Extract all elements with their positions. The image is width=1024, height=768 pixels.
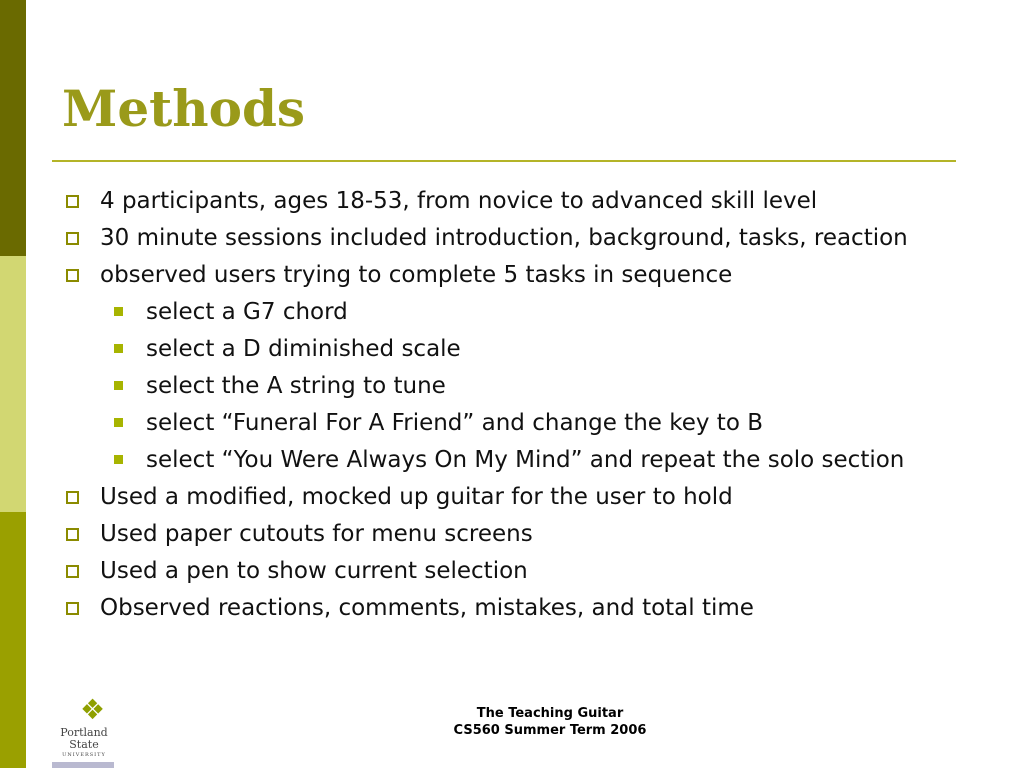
hollow-square-bullet-icon xyxy=(66,602,79,615)
sub-bullet-item xyxy=(62,371,922,401)
filled-square-bullet-icon xyxy=(114,381,123,390)
bullet-text: Observed reactions, comments, mistakes, and total time xyxy=(100,595,754,621)
celtic-knot-icon: ❖ xyxy=(80,693,106,726)
bullet-text: Used a pen to show current selection xyxy=(100,558,528,584)
sub-bullet-text: select “You Were Always On My Mind” and repeat the solo section xyxy=(146,447,905,473)
bullet-item xyxy=(62,260,922,290)
bullet-item xyxy=(62,223,922,253)
sidebar-band-top xyxy=(0,0,26,256)
logo-text-state: State xyxy=(69,738,99,751)
bullet-text: Used a modified, mocked up guitar for the user to hold xyxy=(100,484,733,510)
sub-bullet-item xyxy=(62,445,922,475)
logo-text-university: UNIVERSITY xyxy=(62,752,106,758)
logo-strip xyxy=(52,762,114,768)
sub-bullet-text: select the A string to tune xyxy=(146,373,446,399)
sidebar-band-middle xyxy=(0,256,26,512)
bullet-item xyxy=(62,593,922,623)
bullet-list xyxy=(62,186,922,630)
title-divider xyxy=(52,160,956,162)
bullet-text: 30 minute sessions included introduction, background, tasks, reaction xyxy=(100,225,908,251)
bullet-text: Used paper cutouts for menu screens xyxy=(100,521,533,547)
bullet-text: 4 participants, ages 18-53, from novice to advanced skill level xyxy=(100,188,818,214)
slide-title: Methods xyxy=(62,79,306,138)
hollow-square-bullet-icon xyxy=(66,269,79,282)
logo-text-portland: Portland xyxy=(60,726,108,739)
bullet-item xyxy=(62,519,922,549)
sub-bullet-item xyxy=(62,408,922,438)
sub-bullet-item xyxy=(62,297,922,327)
sub-bullet-text: select “Funeral For A Friend” and change the key to B xyxy=(146,410,763,436)
hollow-square-bullet-icon xyxy=(66,195,79,208)
sub-bullet-text: select a D diminished scale xyxy=(146,336,461,362)
footer-course: CS560 Summer Term 2006 xyxy=(453,723,647,738)
portland-state-logo xyxy=(52,693,116,768)
bullet-item xyxy=(62,556,922,586)
bullet-item xyxy=(62,482,922,512)
sub-bullet-text: select a G7 chord xyxy=(146,299,348,325)
filled-square-bullet-icon xyxy=(114,455,123,464)
sub-bullet-item xyxy=(62,334,922,364)
hollow-square-bullet-icon xyxy=(66,528,79,541)
bullet-item xyxy=(62,186,922,216)
filled-square-bullet-icon xyxy=(114,344,123,353)
footer-title: The Teaching Guitar xyxy=(476,706,624,721)
hollow-square-bullet-icon xyxy=(66,565,79,578)
hollow-square-bullet-icon xyxy=(66,232,79,245)
hollow-square-bullet-icon xyxy=(66,491,79,504)
filled-square-bullet-icon xyxy=(114,307,123,316)
bullet-text: observed users trying to complete 5 tasks in sequence xyxy=(100,262,733,288)
slide-footer xyxy=(400,705,700,739)
sidebar-band-bottom xyxy=(0,512,26,768)
filled-square-bullet-icon xyxy=(114,418,123,427)
